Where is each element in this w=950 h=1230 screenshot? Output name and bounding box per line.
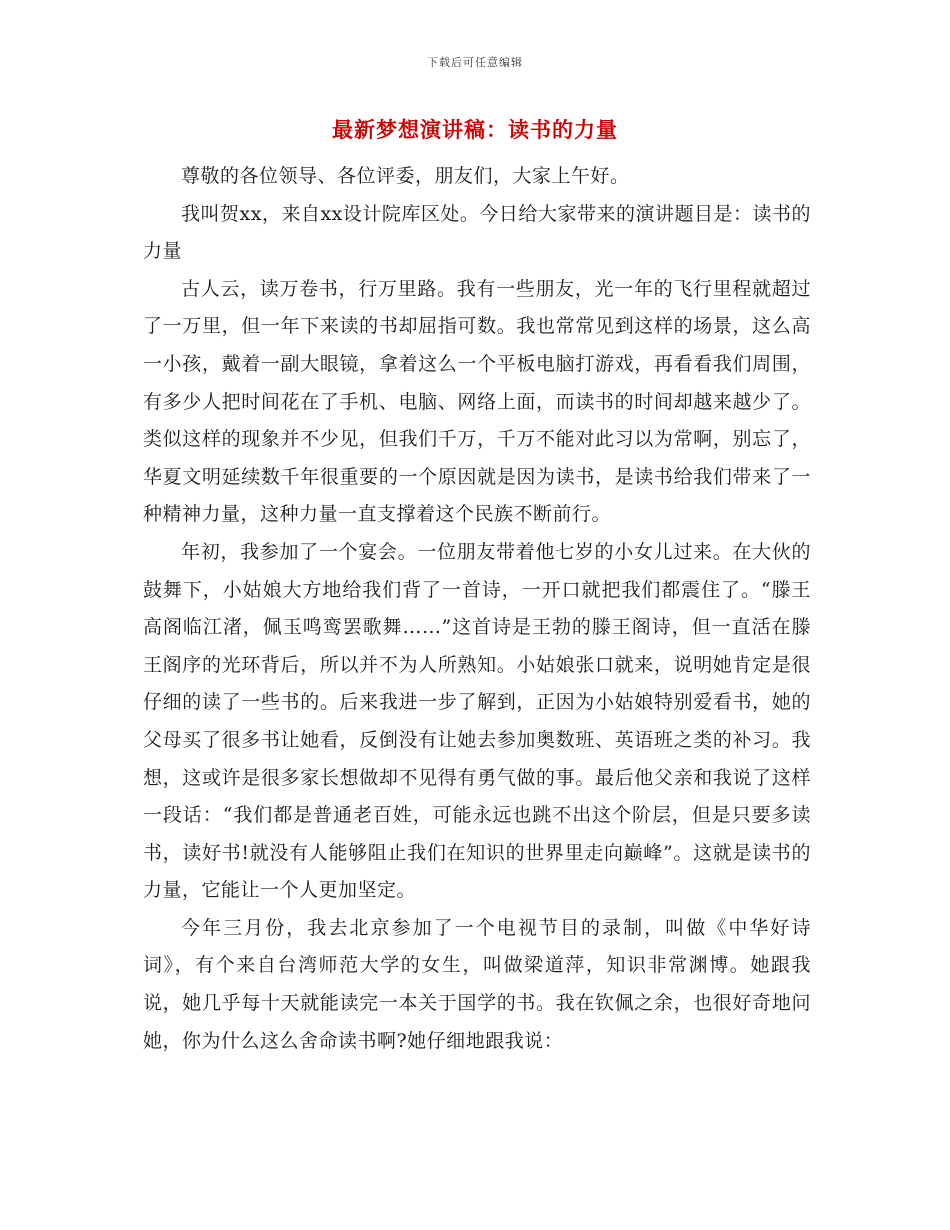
paragraph-greeting: 尊敬的各位领导、各位评委，朋友们，大家上午好。 xyxy=(181,165,630,187)
paragraph-banquet-story: 年初，我参加了一个宴会。一位朋友带着他七岁的小女儿过来。在大伙的鼓舞下，小姑娘大方地给我们背了一首诗，一开口就把我们都震住了。“滕王高阁临江渚，佩玉鸣鸾罢歌舞……”这首诗是王勃的滕王阁诗，但一直活在滕王阁序的光环背后，所以并不为人所熟知。小姑娘张口就来，说明她肯定是很仔细的读了一些书的。后来我进一步了解到，正因为小姑娘特别爱看书，她的父母买了很多书让她看，反倒没有让她去参加奥数班、英语班之类的补习。我想，这或许是很多家长想做却不见得有勇气做的事。最后他父亲和我说了这样一段话：“我们都是普通老百姓，可能永远也跳不出这个阶层，但是只要多读书，读好书!就没有人能够阻止我们在知识的世界里走向巅峰”。这就是读书的力量，它能让一个人更加坚定。 xyxy=(143,540,811,902)
paragraph-tv-program: 今年三月份，我去北京参加了一个电视节目的录制，叫做《中华好诗词》，有个来自台湾师范大学的女生，叫做梁道萍，知识非常渊博。她跟我说，她几乎每十天就能读完一本关于国学的书。我在钦佩之余，也很好奇地问她，你为什么这么舍命读书啊?她仔细地跟我说： xyxy=(143,916,811,1052)
document-body xyxy=(143,158,811,1060)
page-header-note: 下载后可任意编辑 xyxy=(427,56,523,69)
paragraph-reading-today: 古人云，读万卷书，行万里路。我有一些朋友，光一年的飞行里程就超过了一万里，但一年下来读的书却屈指可数。我也常常见到这样的场景，这么高一小孩，戴着一副大眼镜，拿着这么一个平板电脑打游戏，再看看我们周围，有多少人把时间花在了手机、电脑、网络上面，而读书的时间却越来越少了。类似这样的现象并不少见，但我们千万，千万不能对此习以为常啊，别忘了，华夏文明延续数千年很重要的一个原因就是因为读书，是读书给我们带来了一种精神力量，这种力量一直支撑着这个民族不断前行。 xyxy=(143,277,811,526)
paragraph-introduction: 我叫贺xx，来自xx设计院库区处。今日给大家带来的演讲题目是：读书的力量 xyxy=(143,202,811,263)
document-title: 最新梦想演讲稿：读书的力量 xyxy=(332,117,618,142)
